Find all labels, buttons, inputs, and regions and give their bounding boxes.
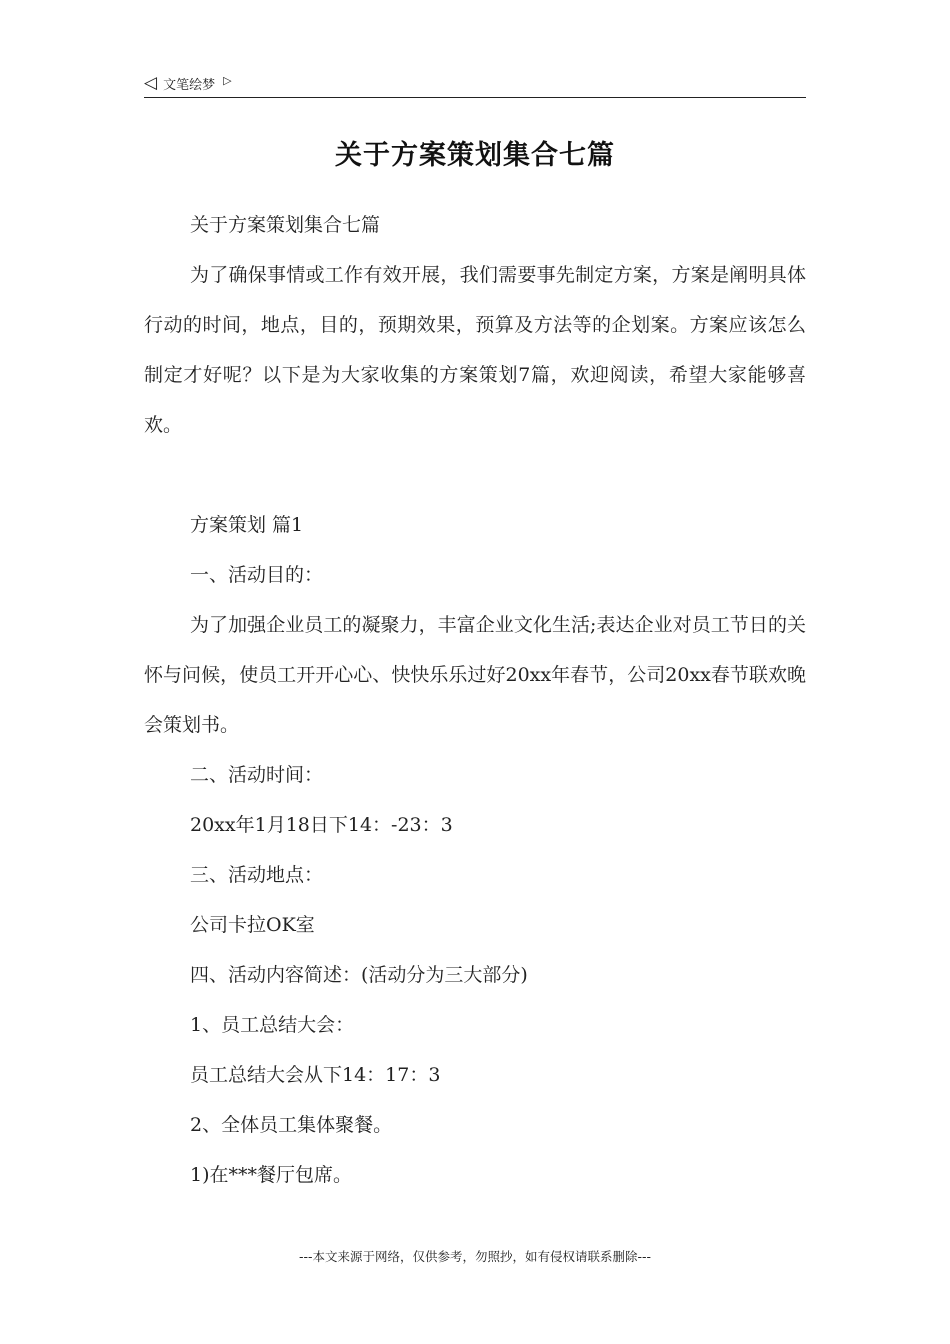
paragraph: 四、活动内容简述：(活动分为三大部分) xyxy=(190,964,528,986)
paragraph: 1)在***餐厅包席。 xyxy=(190,1164,353,1186)
paragraph: 一、活动目的： xyxy=(190,564,324,586)
paragraph: 20xx年1月18日下14：-23：3 xyxy=(190,814,453,836)
paragraph: 公司卡拉OK室 xyxy=(190,914,315,936)
header-brand: 文笔绘梦 xyxy=(163,78,216,93)
paragraph: 关于方案策划集合七篇 xyxy=(190,214,381,236)
document-title: 关于方案策划集合七篇 xyxy=(335,140,615,171)
paragraph: 1、员工总结大会： xyxy=(190,1014,355,1036)
paragraph: 为了确保事情或工作有效开展，我们需要事先制定方案，方案是阐明具体行动的时间，地点，目的，预期效果，预算及方法等的企划案。方案应该怎么制定才好呢？以下是为大家收集的方案策划7篇，欢迎阅读，希望大家能够喜欢。 xyxy=(144,264,806,436)
page-header xyxy=(144,74,232,93)
paragraph: 二、活动时间： xyxy=(190,764,324,786)
page-footer: ---本文来源于网络，仅供参考，勿照抄，如有侵权请联系删除--- xyxy=(298,1249,652,1264)
paragraph: 为了加强企业员工的凝聚力，丰富企业文化生活;表达企业对员工节日的关怀与问候，使员工开开心心、快快乐乐过好20xx年春节，公司20xx春节联欢晚会策划书。 xyxy=(144,614,806,736)
right-triangle-icon: ▷ xyxy=(223,74,232,87)
left-triangle-icon: ◁ xyxy=(144,73,158,93)
document-body xyxy=(144,200,806,1200)
paragraph: 员工总结大会从下14：17：3 xyxy=(190,1064,441,1086)
paragraph: 2、全体员工集体聚餐。 xyxy=(190,1114,393,1136)
paragraph: 三、活动地点： xyxy=(190,864,324,886)
paragraph: 方案策划 篇1 xyxy=(190,514,304,536)
header-rule xyxy=(144,97,806,98)
blank-line xyxy=(144,450,806,500)
